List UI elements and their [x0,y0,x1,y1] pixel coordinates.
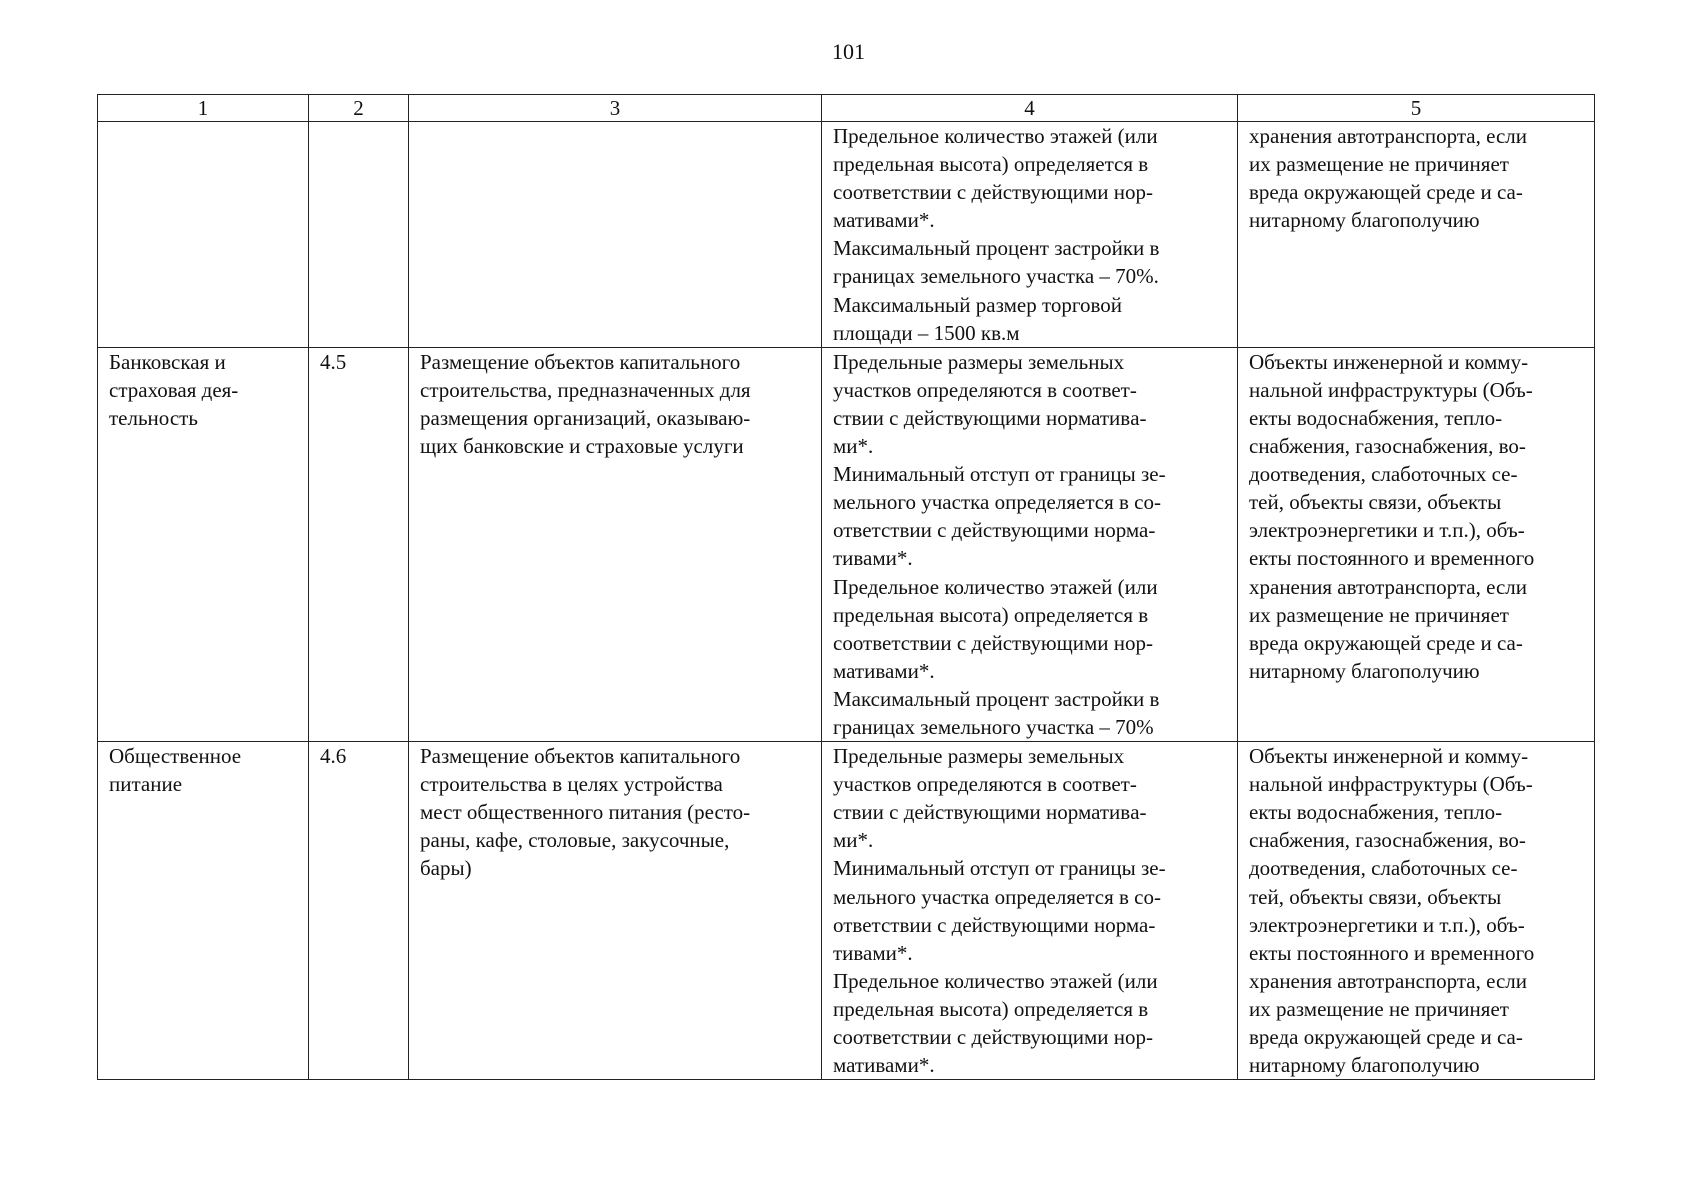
cell-land-use-code [309,347,409,741]
cell-land-use-code [309,122,409,348]
column-header-3: 3 [409,95,822,122]
cell-text: Предельные размеры земельных участков определяются в соответ- ствии с действующими нормативa- ми*. Минимальный отступ от границы зе- мельного участка определяется в со- ответствии с действующими норма- тивами*. Предельное количество этажей (или предельная высота) определяется в соответствии с действующими нор- мативами*. [833,744,1166,1078]
cell-auxiliary-uses [1238,347,1595,741]
cell-text: Банковская и страховая дея- тельность [109,349,239,430]
cell-land-use-description [409,347,822,741]
column-header-4: 4 [822,95,1238,122]
cell-land-use-name [98,122,309,348]
cell-text: Предельные размеры земельных участков определяются в соответ- ствии с действующими нормативa- ми*. Минимальный отступ от границы зе- мельного участка определяется в со- ответствии с действующими норма- тивами*. Предельное количество этажей (или предельная высота) определяется в соответствии с действующими нор- мативами*. Максимальный процент застройки в границах земельного участка – 70% [833,349,1166,739]
table-row-banking [98,347,1595,741]
cell-land-use-description [409,742,822,1080]
cell-land-use-name [98,742,309,1080]
cell-text: хранения автотранспорта, если их размещение не причиняет вреда окружающей среде и са- нитарному благополучию [1249,124,1528,233]
cell-text: 4.6 [320,744,347,769]
cell-parameters [822,347,1238,741]
land-use-table [97,94,1595,1080]
column-header-2: 2 [309,95,409,122]
table-row-continuation [98,122,1595,348]
cell-auxiliary-uses [1238,122,1595,348]
cell-land-use-name [98,347,309,741]
cell-text: Размещение объектов капитального строительства в целях устройства мест общественного питания (ресто- раны, кафе, столовые, закусочные, бары) [420,744,751,881]
cell-text: Предельное количество этажей (или предельная высота) определяется в соответствии с действующими нор- мативами*. Максимальный процент застройки в границах земельного участка – 70%. Максимальный размер торговой площади – 1500 кв.м [833,124,1160,345]
page-number: 101 [832,39,865,64]
cell-land-use-code [309,742,409,1080]
cell-parameters [822,742,1238,1080]
header-row [98,95,1595,122]
cell-auxiliary-uses [1238,742,1595,1080]
column-header-5: 5 [1238,95,1595,122]
cell-land-use-description [409,122,822,348]
cell-text: Объекты инженерной и комму- нальной инфраструктуры (Объ- екты водоснабжения, тепло- снабжения, газоснабжения, во- доотведения, слаботочных се- тей, объекты связи, объекты электроэнергетики и т.п.), объ- екты постоянного и временного хранения автотранспорта, если их размещение не причиняет вреда окружающей среде и са- нитарному благополучию [1249,744,1535,1078]
cell-text: Размещение объектов капитального строительства, предназначенных для размещения организаций, оказываю- щих банковские и страховые услуги [420,349,751,459]
column-header-1: 1 [98,95,309,122]
cell-parameters [822,122,1238,348]
cell-text: Объекты инженерной и комму- нальной инфраструктуры (Объ- екты водоснабжения, тепло- снабжения, газоснабжения, во- доотведения, слаботочных се- тей, объекты связи, объекты электроэнергетики и т.п.), объ- екты постоянного и временного хранения автотранспорта, если их размещение не причиняет вреда окружающей среде и са- нитарному благополучию [1249,349,1535,683]
cell-text: 4.5 [320,349,347,374]
table-row-catering [98,742,1595,1080]
cell-text: Общественное питание [109,744,242,797]
